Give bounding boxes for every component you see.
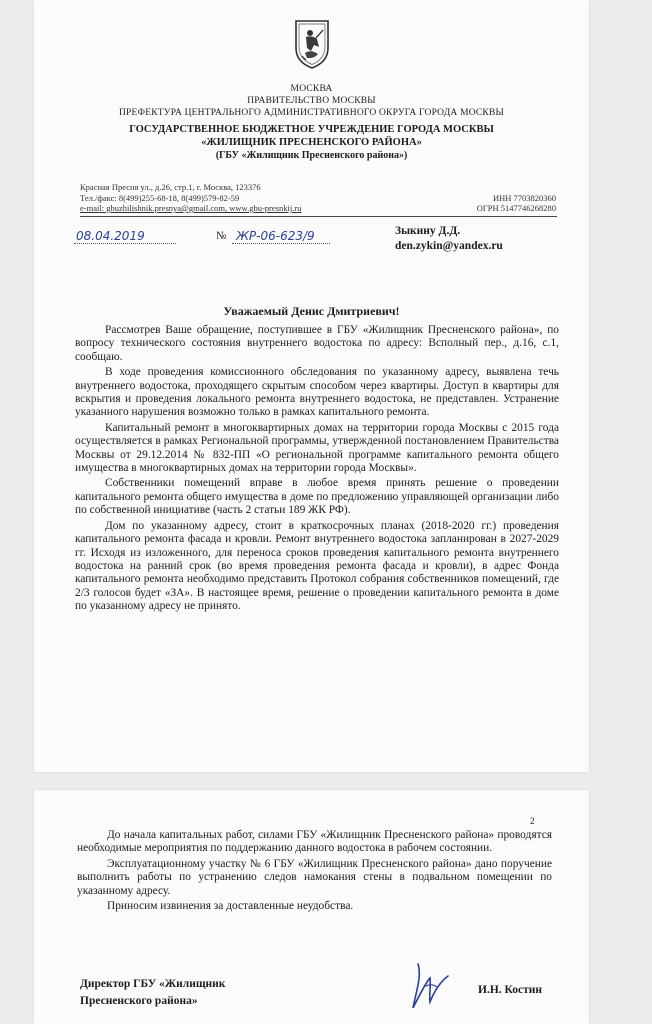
recipient-email: den.zykin@yandex.ru bbox=[395, 240, 503, 252]
inn-line: ИНН 7703820360 bbox=[492, 192, 556, 203]
signatory-title bbox=[80, 976, 225, 1010]
page-number: 2 bbox=[530, 816, 535, 826]
paragraph: До начала капитальных работ, силами ГБУ «Жилищник Пресненского района» проводятся необходимые мероприятия по поддержанию данного водостока в рабочем состоянии. bbox=[77, 829, 552, 855]
header-divider bbox=[80, 216, 557, 217]
signatory-name: И.Н. Костин bbox=[478, 984, 543, 996]
paragraph: В ходе проведения комиссионного обследования по указанному адресу, выявлена течь внутреннего водостока, проходящего скрытым способом через квартиры. Доступ в квартиры для вскрытия и проведения локального ремонта внутреннего водостока, не представлен. Устранение указанного нарушения возможно только в рамках капитального ремонта. bbox=[75, 366, 559, 419]
outgoing-date: 08.04.2019 bbox=[76, 229, 145, 243]
email-line: e-mail: gbuzhilishnik.presnya@gmail.com, www.gbu-presnkij.ru bbox=[80, 203, 302, 213]
paragraph: Эксплуатационному участку № 6 ГБУ «Жилищник Пресненского района» дано поручение выполнить работы по устранению следов намокания стены в подвальном помещении по указанному адресу. bbox=[77, 857, 552, 897]
header-institution-short: (ГБУ «Жилищник Пресненского района») bbox=[215, 150, 408, 161]
paragraph: Рассмотрев Ваше обращение, поступившее в ГБУ «Жилищник Пресненского района», по вопросу технического состояния внутреннего водостока по адресу: Всполный пер., д.16, с.1, сообщаю. bbox=[75, 324, 559, 363]
header-institution-line1: ГОСУДАРСТВЕННОЕ БЮДЖЕТНОЕ УЧРЕЖДЕНИЕ ГОРОДА МОСКВЫ bbox=[129, 124, 494, 135]
moscow-coat-of-arms-icon bbox=[292, 18, 332, 70]
number-label: № bbox=[216, 230, 227, 242]
greeting: Уважаемый Денис Дмитриевич! bbox=[223, 304, 400, 318]
letter-body-page1 bbox=[75, 324, 559, 616]
registration-codes bbox=[334, 182, 556, 214]
recipient-block bbox=[395, 224, 585, 254]
signatory-title-line1: Директор ГБУ «Жилищник bbox=[80, 978, 226, 990]
header-city: МОСКВА bbox=[290, 84, 333, 94]
header-government: ПРАВИТЕЛЬСТВО МОСКВЫ bbox=[247, 96, 376, 106]
paragraph: Приносим извинения за доставленные неудобства. bbox=[107, 900, 354, 913]
phone-line: Тел./факс: 8(499)255-68-18, 8(499)579-82-59 bbox=[80, 192, 240, 203]
date-underline bbox=[74, 243, 176, 244]
signatory-title-line2: Пресненского района» bbox=[80, 995, 198, 1007]
header-prefecture: ПРЕФЕКТУРА ЦЕНТРАЛЬНОГО АДМИНИСТРАТИВНОГО ОКРУГА ГОРОДА МОСКВЫ bbox=[118, 108, 504, 118]
letter-page-1 bbox=[34, 0, 589, 772]
outgoing-number: ЖР-06-623/9 bbox=[236, 229, 315, 243]
signature-icon bbox=[404, 956, 454, 1014]
number-underline bbox=[232, 243, 330, 244]
ogrn-line: ОГРН 5147746268280 bbox=[476, 203, 556, 213]
registration-line bbox=[74, 229, 334, 245]
recipient-name: Зыкину Д.Д. bbox=[395, 225, 461, 237]
address-line: Красная Пресня ул., д.26, стр.1, г. Москва, 123376 bbox=[80, 182, 261, 192]
paragraph: Собственники помещений вправе в любое время принять решение о проведении капитального ремонта общего имущества в доме по предложению управляющей организации либо по собственной инициативе (часть 2 статьи 189 ЖК РФ). bbox=[75, 477, 559, 517]
header-institution-line2: «ЖИЛИЩНИК ПРЕСНЕНСКОГО РАЙОНА» bbox=[201, 137, 422, 148]
paragraph: Капитальный ремонт в многоквартирных домах на территории города Москвы с 2015 года осуществляется в рамках Региональной программы, утвержденной постановлением Правительства Москвы от 29.12.2014 № 832-ПП «О региональной программе капитального ремонта общего имущества в многоквартирных домах на территории города Москвы». bbox=[75, 421, 559, 475]
paragraph: Дом по указанному адресу, стоит в краткосрочных планах (2018-2020 гг.) проведения капитального ремонта фасада и кровли. Ремонт внутреннего водостока запланирован в 2027-2029 гг. Исходя из изложенного, для переноса сроков проведения капитального ремонта внутреннего водостока на ранний срок (во время проведения ремонта фасада и кровли), в адрес Фонда капитального ремонта необходимо представить Протокол собрания собственников помещений, где 2/3 голосов будет «ЗА». В настоящее время, решение о проведении капитального ремонта в доме по указанному адресу не принято. bbox=[75, 519, 559, 613]
letter-body-page2 bbox=[77, 829, 552, 915]
